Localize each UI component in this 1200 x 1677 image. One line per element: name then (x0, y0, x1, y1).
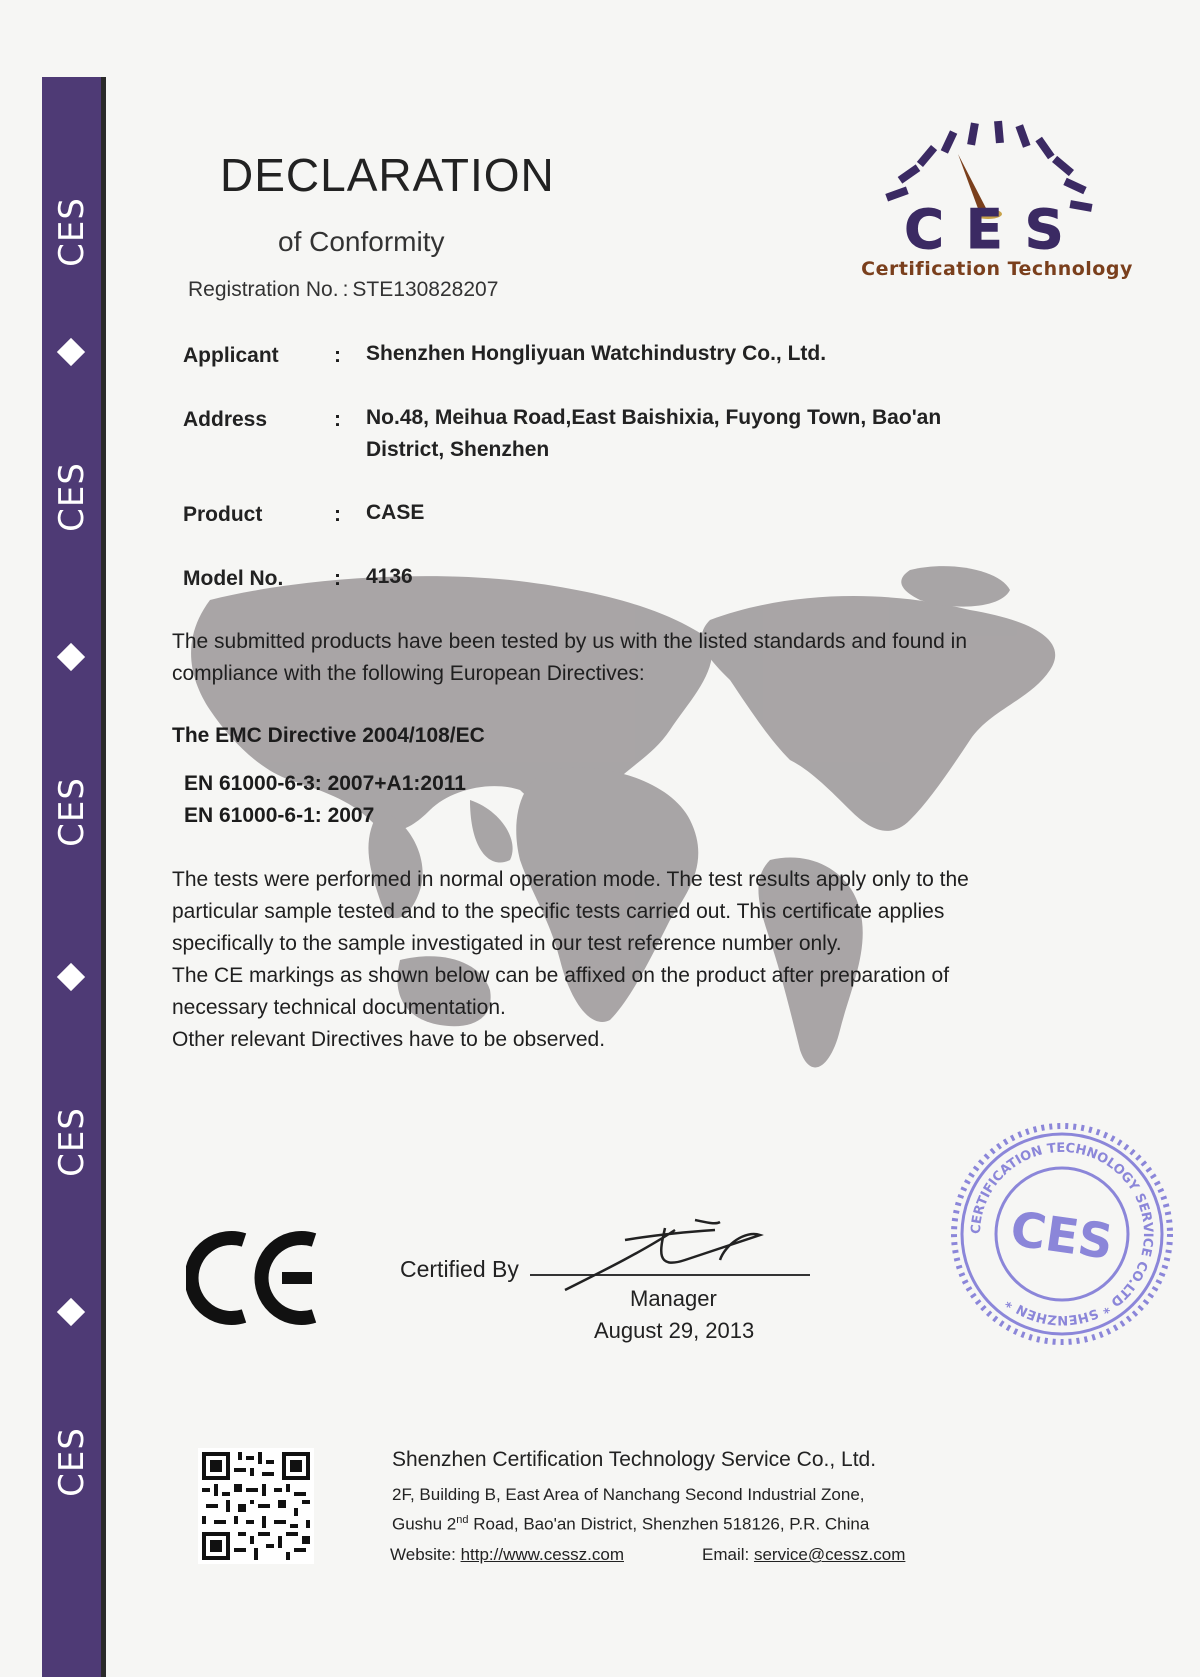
official-stamp (948, 1120, 1176, 1348)
stamp-ring-text: CERTIFICATION TECHNOLOGY SERVICE CO.LTD * SHENZHEN * (968, 1140, 1156, 1328)
address-value-line2: District, Shenzhen (366, 438, 550, 461)
intro-line: compliance with the following European Directives: (172, 662, 645, 685)
stamp-center-text: CES (1007, 1201, 1117, 1271)
email-link[interactable]: service@cessz.com (753, 1545, 906, 1564)
document-title: DECLARATION (220, 149, 555, 201)
address-value-line1: No.48, Meihua Road,East Baishixia, Fuyong Town, Bao'an (366, 406, 942, 429)
product-value: CASE (366, 501, 425, 524)
qr-code-icon (198, 1448, 314, 1564)
standard-item: EN 61000-6-3: 2007+A1:2011 (184, 772, 466, 795)
body-line: The CE markings as shown below can be affixed on the product after preparation of (172, 964, 950, 987)
strip-label: CES (51, 1107, 92, 1177)
registration-number: Registration No. : STE130828207 (188, 278, 499, 301)
body-line: particular sample tested and to the specific tests carried out. This certificate applies (172, 900, 945, 923)
product-label: Product (183, 503, 263, 526)
strip-diamond-icon (57, 963, 85, 991)
applicant-value: Shenzhen Hongliyuan Watchindustry Co., Ltd. (366, 342, 827, 365)
address-label: Address (183, 408, 268, 431)
address-colon: : (334, 408, 341, 431)
document-subtitle: of Conformity (278, 226, 445, 257)
applicant-colon: : (334, 344, 341, 367)
website-row: Website: http://www.cessz.com (390, 1545, 624, 1564)
model-colon: : (334, 567, 341, 590)
website-link[interactable]: http://www.cessz.com (460, 1545, 624, 1564)
intro-line: The submitted products have been tested by us with the listed standards and found in (172, 630, 967, 653)
body-line: specifically to the sample investigated in our test reference number only. (172, 932, 842, 955)
email-row: Email: service@cessz.com (702, 1545, 906, 1564)
strip-label: CES (51, 777, 92, 847)
issuer-address-line1: 2F, Building B, East Area of Nanchang Second Industrial Zone, (392, 1485, 865, 1504)
strip-diamond-icon (57, 643, 85, 671)
model-value: 4136 (366, 565, 413, 588)
body-line: The tests were performed in normal operation mode. The test results apply only to the (172, 868, 969, 891)
side-strip (42, 77, 106, 1677)
strip-label: CES (51, 462, 92, 532)
ce-mark-icon (186, 1228, 326, 1328)
applicant-label: Applicant (183, 344, 279, 367)
body-line: Other relevant Directives have to be observed. (172, 1028, 606, 1051)
model-label: Model No. (183, 567, 284, 590)
standard-item: EN 61000-6-1: 2007 (184, 804, 375, 827)
strip-diamond-icon (57, 1298, 85, 1326)
signer-role: Manager (630, 1286, 717, 1311)
body-line: necessary technical documentation. (172, 996, 506, 1019)
strip-label: CES (51, 197, 92, 267)
issuer-address-line2: Gushu 2nd Road, Bao'an District, Shenzhen 518126, P.R. China (392, 1514, 870, 1534)
product-colon: : (334, 503, 341, 526)
issuer-company-name: Shenzhen Certification Technology Service Co., Ltd. (392, 1448, 877, 1471)
logo-caption: Certification Technology (861, 258, 1133, 280)
certified-by-label: Certified By (400, 1256, 519, 1282)
strip-diamond-icon (57, 338, 85, 366)
directive: The EMC Directive 2004/108/EC (172, 724, 485, 747)
strip-label: CES (51, 1427, 92, 1497)
logo-letters: CES (904, 198, 1086, 261)
signature-date: August 29, 2013 (594, 1318, 755, 1343)
